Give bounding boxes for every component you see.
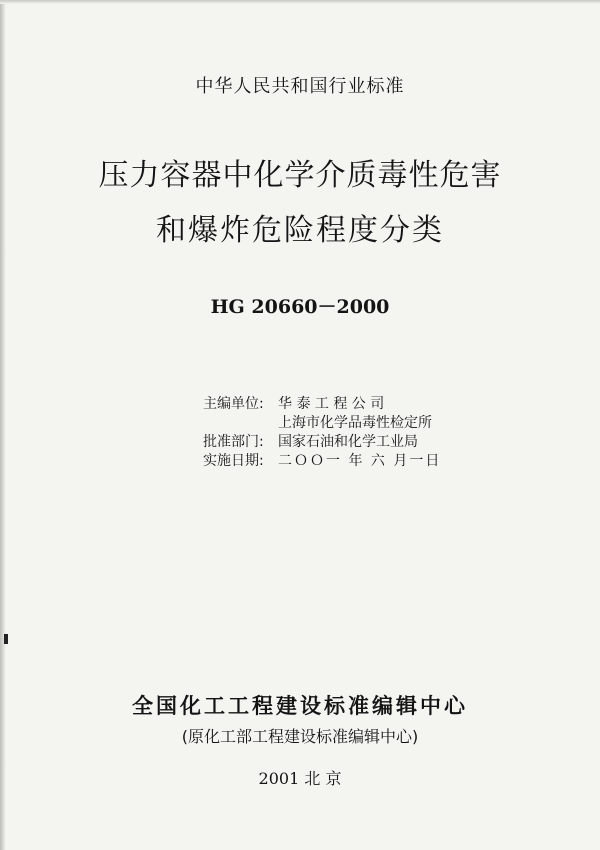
publisher-former-name: (原化工部工程建设标准编辑中心) [181, 727, 419, 746]
standard-category-header: 中华人民共和国行业标准 [195, 76, 405, 97]
scan-edge-top [0, 0, 600, 4]
info-row-editor [203, 393, 384, 413]
info-row-approver [203, 431, 418, 451]
standard-code: HG 20660－2000 [210, 296, 390, 318]
publisher-name: 全国化工工程建设标准编辑中心 [132, 694, 468, 718]
editor-label: 主编单位: [203, 396, 264, 412]
editor-unit-1: 华 泰 工 程 公 司 [278, 396, 385, 412]
publication-year-place: 2001 北 京 [258, 769, 342, 788]
approver-value: 国家石油和化学工业局 [278, 434, 418, 450]
document-title-line-2: 和爆炸危险程度分类 [156, 213, 444, 248]
scan-edge-left [0, 0, 6, 850]
scan-mark [4, 634, 8, 644]
editor-unit-2: 上海市化学品毒性检定所 [278, 415, 432, 431]
document-title-line-1: 压力容器中化学介质毒性危害 [98, 158, 502, 193]
date-value: 二ＯＯ一 年 六 月一日 [278, 453, 442, 469]
approver-label: 批准部门: [203, 434, 264, 450]
info-row-editor-2 [278, 412, 432, 432]
info-row-date [203, 450, 441, 470]
date-label: 实施日期: [203, 453, 264, 469]
